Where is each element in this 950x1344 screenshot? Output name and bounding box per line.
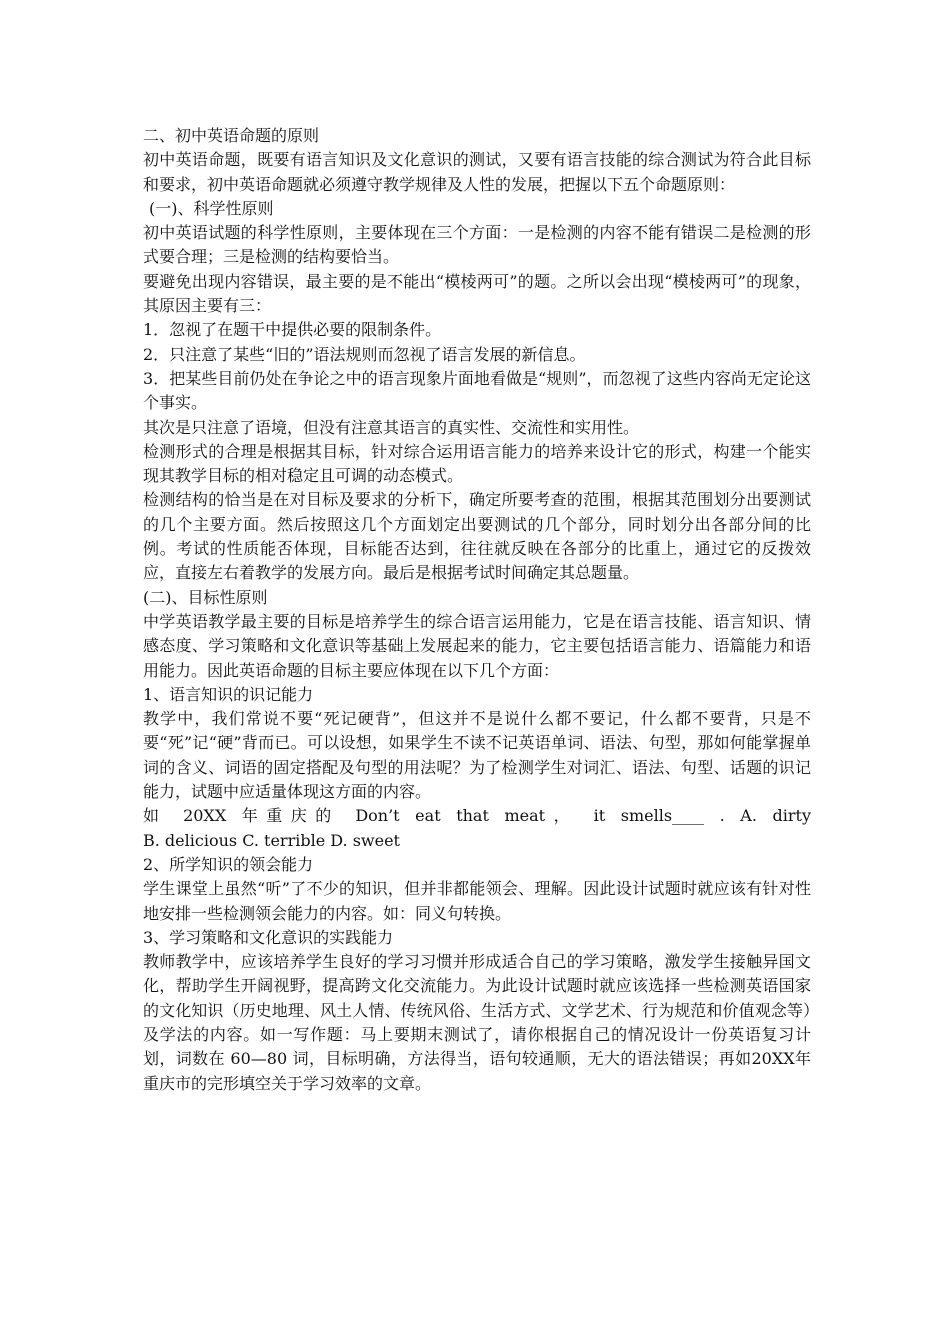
subheading-target: (二)、目标性原则 <box>143 587 268 607</box>
paragraph-comprehension: 学生课堂上虽然“听”了不少的知识，但并非都能领会、理解。因此设计试题时就应该有针对性地安排一些检测领会能力的内容。如：同义句转换。 <box>143 879 811 923</box>
paragraph-target: 中学英语教学最主要的目标是培养学生的综合语言运用能力，它是在语言技能、语言知识、情感态度、学习策略和文化意识等基础上发展起来的能力，它主要包括语言能力、语篇能力和语用能力。因此英语命题的目标主要应体现在以下几个方面： <box>143 611 811 680</box>
document-body <box>143 124 811 1096</box>
example-question: 如 20XX 年重庆的 Don’t eat that meat， it smells____ . A. dirty <box>143 806 811 826</box>
section-heading-principles: 二、初中英语命题的原则 <box>143 126 320 145</box>
subheading-scientific: (一)、科学性原则 <box>149 198 274 218</box>
paragraph-strategy: 教师教学中，应该培养学生良好的学习习惯并形成适合自己的学习策略，激发学生接触异国文化，帮助学生开阔视野，提高跨文化交流能力。为此设计试题时就应该选择一些检测英语国家的文化知识（历史地理、风土人情、传统风俗、生活方式、文学艺术、行为规范和价值观念等）及学法的内容。如一写作题：马上要期末测试了，请你根据自己的情况设计一份英语复习计划，词数在 60—80 词，目标明确，方法得当，语句较通顺，无大的语法错误；再如20XX年重庆市的完形填空关于学习效率的文章。 <box>143 952 811 1093</box>
paragraph-context: 其次是只注意了语境，但没有注意其语言的真实性、交流性和实用性。 <box>143 417 640 437</box>
paragraph-scientific-summary: 初中英语试题的科学性原则，主要体现在三个方面：一是检测的内容不能有错误二是检测的形式要合理；三是检测的结构要恰当。 <box>143 223 811 267</box>
list-item-1: 1．忽视了在题干中提供必要的限制条件。 <box>143 320 442 340</box>
paragraph-memory: 教学中，我们常说不要“死记硬背”，但这并不是说什么都不要记，什么都不要背，只是不要“死”记“硬”背而已。可以设想，如果学生不读不记英语单词、语法、句型，那如何能掌握单词的含义、词语的固定搭配及句型的用法呢？为了检测学生对词汇、语法、句型、话题的识记能力，试题中应适量体现这方面的内容。 <box>143 709 811 802</box>
example-options: B. delicious C. terrible D. sweet <box>143 830 400 850</box>
list-item-3: 3．把某些目前仍处在争论之中的语言现象片面地看做是“规则”，而忽视了这些内容尚无定论这个事实。 <box>143 368 811 413</box>
heading-memory-ability: 1、语言知识的识记能力 <box>143 684 314 704</box>
paragraph-structure: 检测结构的恰当是在对目标及要求的分析下，确定所要考查的范围，根据其范围划分出要测试的几个主要方面。然后按照这几个方面划定出要测试的几个部分，同时划分出各部分间的比例。考试的性质能否体现，目标能否达到，往往就反映在各部分的比重上，通过它的反拨效应，直接左右着教学的发展方向。最后是根据考试时间确定其总题量。 <box>143 490 811 583</box>
heading-strategy-ability: 3、学习策略和文化意识的实践能力 <box>143 927 394 947</box>
list-item-2: 2．只注意了某些“旧的”语法规则而忽视了语言发展的新信息。 <box>143 344 586 364</box>
heading-comprehension-ability: 2、所学知识的领会能力 <box>143 854 314 874</box>
paragraph-intro: 初中英语命题，既要有语言知识及文化意识的测试，又要有语言技能的综合测试为符合此目标和要求，初中英语命题就必须遵守教学规律及人性的发展，把握以下五个命题原则： <box>143 150 811 194</box>
paragraph-form: 检测形式的合理是根据其目标，针对综合运用语言能力的培养来设计它的形式，构建一个能实现其教学目标的相对稳定且可调的动态模式。 <box>143 441 811 486</box>
paragraph-avoid-ambiguity: 要避免出现内容错误，最主要的是不能出“模棱两可”的题。之所以会出现“模棱两可”的现象，其原因主要有三： <box>143 271 811 316</box>
